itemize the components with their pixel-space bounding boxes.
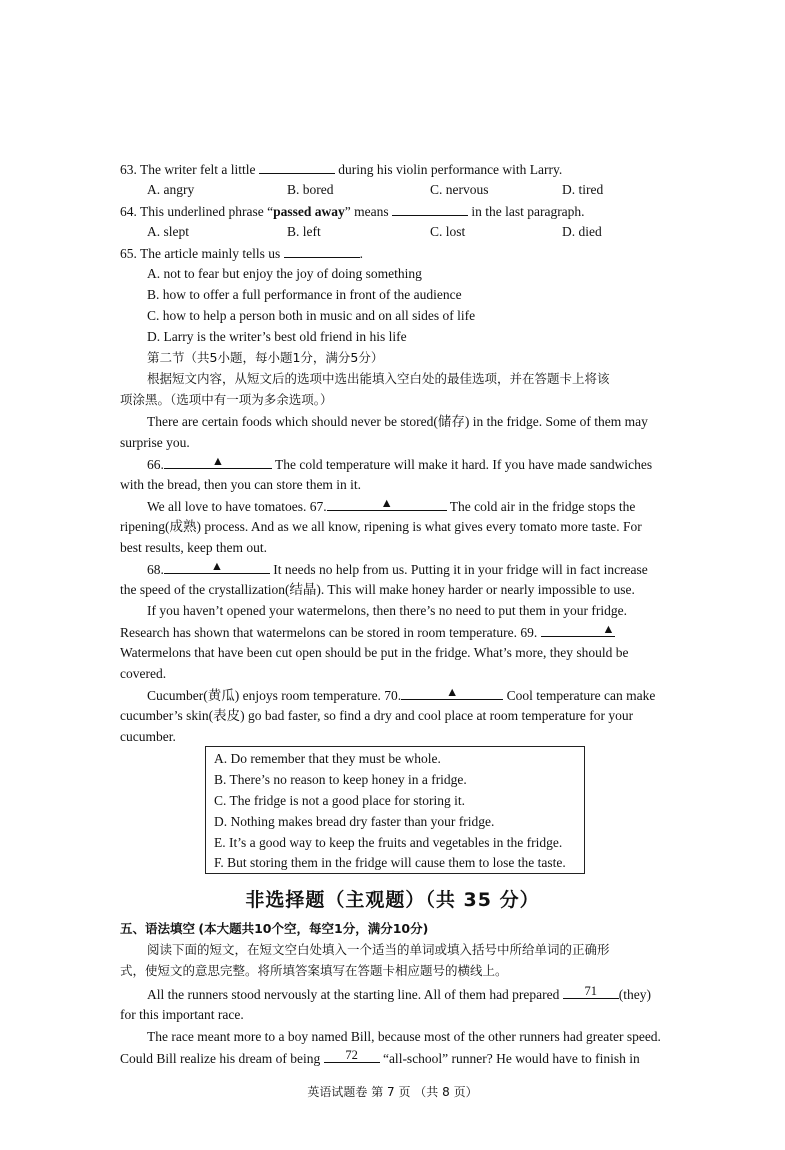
q63-text-before: 63. The writer felt a little: [120, 162, 256, 177]
box-option-f: F. But storing them in the fridge will cause them to lose the taste.: [214, 855, 566, 870]
box-option-b: B. There’s no reason to keep honey in a fridge.: [214, 772, 467, 787]
passage-p5-line3: Watermelons that have been cut open should be put in the fridge. What’s more, they should be: [120, 645, 629, 660]
q68-marker: ▲: [210, 559, 224, 573]
section5-p1-line1: [147, 984, 677, 1005]
passage-p5-text-before: Research has shown that watermelons can be stored in room temperature. 69.: [120, 625, 538, 640]
q63-option-c: C. nervous: [430, 182, 489, 197]
q70-marker: ▲: [446, 685, 459, 699]
section2-instruction-line2: 项涂黑。（选项中有一项为多余选项。）: [120, 392, 333, 407]
passage-p3-line3: best results, keep them out.: [120, 540, 267, 555]
q71-number: 71: [584, 984, 598, 998]
q63-option-a: A. angry: [147, 182, 195, 197]
box-option-e: E. It’s a good way to keep the fruits and vegetables in the fridge.: [214, 835, 563, 850]
section5-p1-text-before: All the runners stood nervously at the starting line. All of them had prepared: [147, 987, 560, 1002]
q63-text-after: during his violin performance with Larry.: [338, 162, 563, 177]
q64-text-before: 64. This underlined phrase “: [120, 204, 274, 219]
box-option-c: C. The fridge is not a good place for storing it.: [214, 793, 465, 808]
page-footer: 英语试题卷 第 7 页 （共 8 页）: [307, 1085, 478, 1099]
q64-option-c: C. lost: [430, 224, 466, 239]
q67-marker: ▲: [380, 496, 393, 510]
q72-answer-blank: [324, 1048, 380, 1063]
passage-p2-line2: with the bread, then you can store them in it.: [120, 477, 362, 492]
passage-p1-line2: surprise you.: [120, 435, 190, 450]
q70-answer-blank: [401, 685, 503, 700]
passage-p1-line1: There are certain foods which should never be stored(储存) in the fridge. Some of them may: [147, 414, 648, 429]
passage-p4-line2: the speed of the crystallization(结晶). This will make honey harder or nearly impossible to use.: [120, 582, 635, 597]
passage-p6-text-before: Cucumber(黄瓜) enjoys room temperature. 70.: [147, 688, 402, 703]
q64-option-b: B. left: [287, 224, 321, 239]
q63-option-b: B. bored: [287, 182, 334, 197]
passage-p5-line2: [120, 622, 672, 643]
section5-p2-line2: [120, 1048, 672, 1069]
section5-p2-line1: The race meant more to a boy named Bill, because most of the other runners had greater speed.: [147, 1029, 661, 1044]
passage-p6-line2: cucumber’s skin(表皮) go bad faster, so find a dry and cool place at room temperature for your: [120, 708, 634, 723]
passage-p4-line1: [147, 559, 699, 580]
passage-p3-text-after: The cold air in the fridge stops the: [449, 499, 636, 514]
box-option-a: A. Do remember that they must be whole.: [214, 751, 441, 766]
section5-instruction-line1: 阅读下面的短文，在短文空白处填入一个适当的单词或填入括号中所给单词的正确形: [147, 942, 610, 957]
q68-answer-blank: [164, 559, 270, 574]
section5-p2-text-before: Could Bill realize his dream of being: [120, 1051, 321, 1066]
passage-p4-text: It needs no help from us. Putting it in your fridge will in fact increase: [273, 562, 648, 577]
q64-option-a: A. slept: [147, 224, 189, 239]
passage-p6-line1: [147, 685, 699, 706]
q65-option-c: C. how to help a person both in music and on all sides of life: [147, 308, 476, 323]
q68-number: 68.: [147, 562, 164, 577]
box-option-d: D. Nothing makes bread dry faster than your fridge.: [214, 814, 495, 829]
passage-p2-line1: [147, 454, 699, 475]
q66-number: 66.: [147, 457, 164, 472]
section5-p2-text-after: “all-school” runner? He would have to finish in: [382, 1051, 640, 1066]
passage-p6-text-after: Cool temperature can make: [506, 688, 656, 703]
q67-answer-blank: [327, 496, 447, 511]
passage-p3-line2: ripening(成熟) process. And as we all know, ripening is what gives every tomato more taste. For: [120, 519, 642, 534]
section5-instruction-line2: 式，使短文的意思完整。将所填答案填写在答题卡相应题号的横线上。: [120, 963, 508, 978]
passage-p3-line1: [147, 496, 699, 517]
q66-marker: ▲: [211, 454, 225, 468]
passage-p3-text-before: We all love to have tomatoes. 67.: [147, 499, 327, 514]
q63-answer-blank: [259, 159, 335, 174]
section5-heading-number: 五、语法填空: [120, 921, 196, 936]
q63-option-d: D. tired: [562, 182, 604, 197]
passage-p6-line3: cucumber.: [120, 729, 176, 744]
q69-marker: ▲: [602, 622, 615, 636]
q65-option-b: B. how to offer a full performance in front of the audience: [147, 287, 462, 302]
q64-answer-blank: [392, 201, 468, 216]
q66-answer-blank: [164, 454, 272, 469]
q72-number: 72: [345, 1048, 358, 1062]
section2-instruction-line1: 根据短文内容，从短文后的选项中选出能填入空白处的最佳选项，并在答题卡上将该: [147, 371, 610, 386]
passage-p5-line4: covered.: [120, 666, 167, 681]
section5-p1-hint: (they): [618, 987, 652, 1002]
q64-text-after: in the last paragraph.: [471, 204, 585, 219]
q65-text-after: .: [359, 246, 363, 261]
q69-answer-blank: [541, 622, 615, 637]
section5-heading: [120, 919, 428, 939]
q64-text-mid: ” means: [344, 204, 389, 219]
passage-p2-text: The cold temperature will make it hard. If you have made sandwiches: [275, 457, 653, 472]
q65-option-a: A. not to fear but enjoy the joy of doing something: [147, 266, 422, 281]
q65-answer-blank: [284, 243, 360, 258]
q71-answer-blank: [563, 984, 619, 999]
q64-phrase: passed away: [273, 204, 345, 219]
question-65-stem: [120, 243, 672, 264]
section2-heading: 第二节（共5小题，每小题1分，满分5分）: [147, 350, 384, 365]
q64-option-d: D. died: [562, 224, 602, 239]
section5-heading-detail: (本大题共10个空，每空1分，满分10分): [198, 921, 429, 936]
section5-p1-line2: for this important race.: [120, 1007, 244, 1022]
question-63-stem: [120, 159, 672, 180]
q65-text-before: 65. The article mainly tells us: [120, 246, 281, 261]
question-64-stem: [120, 201, 672, 222]
q65-option-d: D. Larry is the writer’s best old friend in his life: [147, 329, 407, 344]
options-box: [205, 746, 585, 874]
passage-p5-line1: If you haven’t opened your watermelons, then there’s no need to put them in your fridge.: [147, 603, 627, 618]
nonchoice-section-title: 非选择题（主观题）（共 35 分）: [245, 889, 540, 911]
